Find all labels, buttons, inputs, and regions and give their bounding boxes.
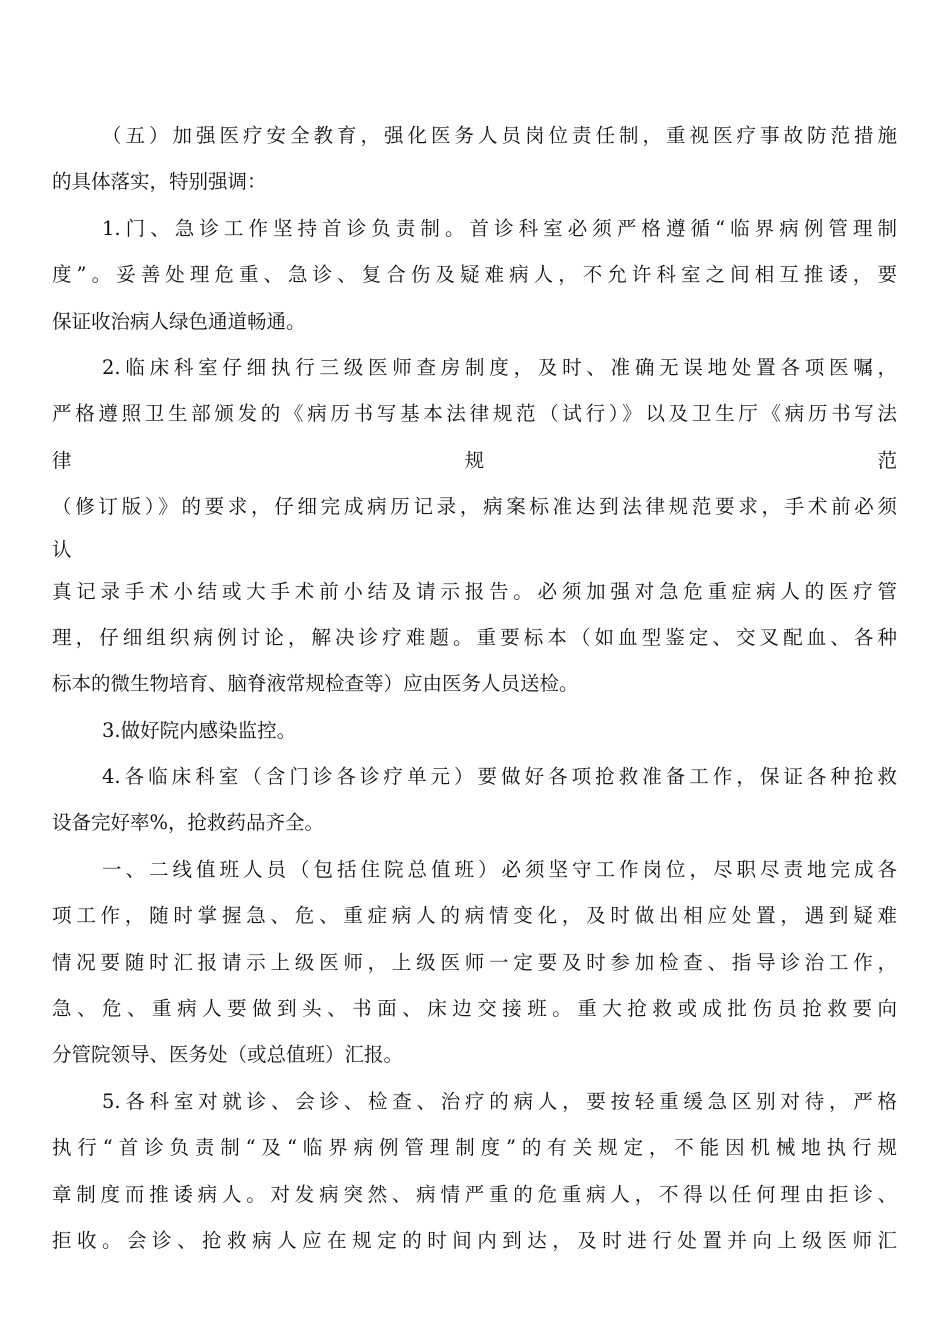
paragraph-line: （五）加强医疗安全教育，强化医务人员岗位责任制，重视医疗事故防范措施 [102, 124, 897, 147]
paragraph-line: 情况要随时汇报请示上级医师，上级医师一定要及时参加检查、指导诊治工作， [52, 950, 897, 974]
paragraph-line: 的具体落实，特别强调： [52, 170, 267, 194]
paragraph-line: 设备完好率%，抢救药品齐全。 [52, 811, 325, 835]
paragraph-line: 认 [52, 537, 72, 561]
paragraph-line: （修订版）》的要求，仔细完成病历记录，病案标准达到法律规范要求，手术前必须 [52, 495, 897, 519]
paragraph-line: 严格遵照卫生部颁发的《病历书写基本法律规范（试行）》以及卫生厅《病历书写法 [52, 402, 897, 426]
paragraph-line: 理，仔细组织病例讨论，解决诊疗难题。重要标本（如血型鉴定、交叉配血、各种 [52, 625, 897, 649]
paragraph-line-spread [52, 438, 897, 484]
paragraph-line: 5.各科室对就诊、会诊、检查、治疗的病人，要按轻重缓急区别对待，严格 [102, 1089, 897, 1113]
paragraph-line: 真记录手术小结或大手术前小结及请示报告。必须加强对急危重症病人的医疗管 [52, 579, 897, 603]
paragraph-line: 4.各临床科室（含门诊各诊疗单元）要做好各项抢救准备工作，保证各种抢救 [102, 765, 897, 789]
paragraph-line: 3.做好院内感染监控。 [102, 718, 297, 742]
paragraph-line: 拒收。会诊、抢救病人应在规定的时间内到达，及时进行处置并向上级医师汇 [52, 1228, 897, 1252]
paragraph-line: 章制度而推诿病人。对发病突然、病情严重的危重病人，不得以任何理由拒诊、 [52, 1182, 897, 1206]
paragraph-line: 保证收治病人绿色通道畅通。 [52, 309, 306, 333]
spread-char: 范 [877, 448, 897, 472]
paragraph-line: 急、危、重病人要做到头、书面、床边交接班。重大抢救或成批伤员抢救要向 [52, 997, 897, 1021]
paragraph-line: 分管院领导、医务处（或总值班）汇报。 [52, 1043, 404, 1067]
document-page [52, 113, 897, 1264]
paragraph-line: 标本的微生物培育、脑脊液常规检查等）应由医务人员送检。 [52, 672, 579, 696]
paragraph-line: 项工作，随时掌握急、危、重症病人的病情变化，及时做出相应处置，遇到疑难 [52, 904, 897, 928]
paragraph-line: 执行“首诊负责制“及“临界病例管理制度”的有关规定，不能因机械地执行规 [52, 1136, 897, 1160]
paragraph-line: 一、二线值班人员（包括住院总值班）必须坚守工作岗位，尽职尽责地完成各 [102, 857, 897, 881]
spread-char: 规 [464, 448, 485, 472]
paragraph-line: 1.门、急诊工作坚持首诊负责制。首诊科室必须严格遵循“临界病例管理制 [102, 216, 897, 240]
spread-char: 律 [52, 448, 72, 472]
paragraph-line: 2.临床科室仔细执行三级医师查房制度，及时、准确无误地处置各项医嘱， [102, 355, 897, 379]
paragraph-line: 度”。妥善处理危重、急诊、复合伤及疑难病人，不允许科室之间相互推诿，要 [52, 263, 897, 287]
